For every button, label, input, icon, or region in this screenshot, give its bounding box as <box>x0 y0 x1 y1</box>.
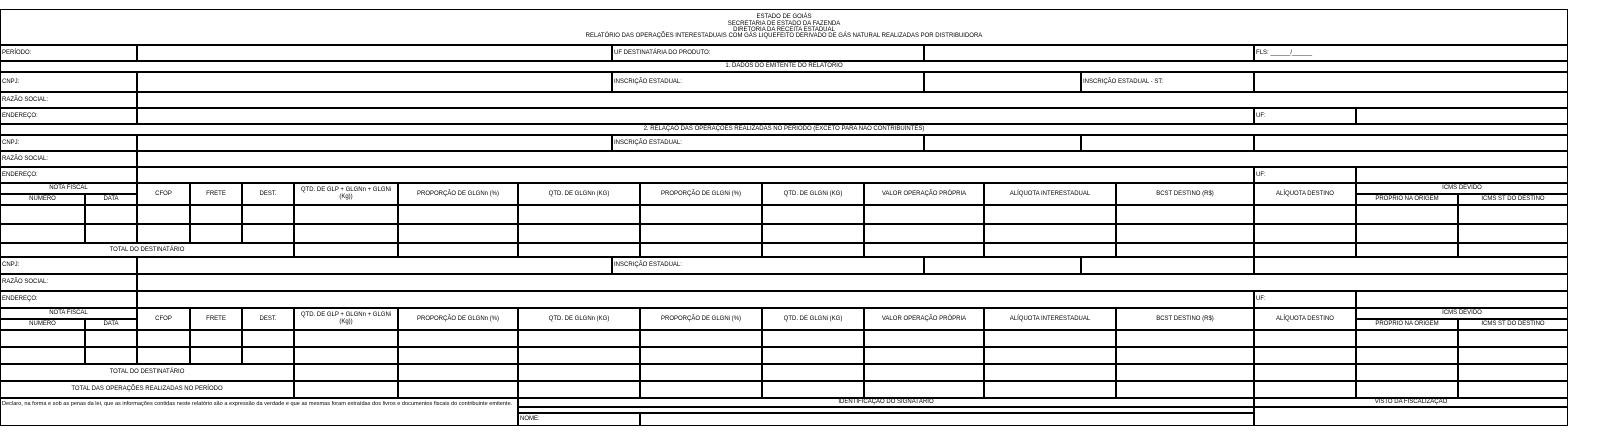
t1-prop-glgni-header: PROPORÇÃO DE GLGNi (%) <box>640 183 762 205</box>
t2-row2-numero-cell[interactable] <box>0 347 85 364</box>
t1-row1-prop-glgni-cell[interactable] <box>640 205 762 224</box>
t2-total-prop-glgnn-cell[interactable] <box>398 364 518 381</box>
t2-total-qtd-glgni-cell[interactable] <box>762 364 864 381</box>
t1-row2-frete-cell[interactable] <box>190 224 242 243</box>
section2-title: 2. RELAÇÃO DAS OPERAÇÕES REALIZADAS NO PERÍODO (EXCETO PARA NÃO CONTRIBUINTES) <box>0 124 1568 135</box>
dest2-cnpj-label: CNPJ: <box>0 257 137 274</box>
t2-row1-aliq-inter-cell[interactable] <box>984 330 1116 347</box>
t1-total-aliq-dest-cell[interactable] <box>1254 243 1356 257</box>
t2-proprio-header: PRÓPRIO NA ORIGEM <box>1356 319 1458 330</box>
t2-row2-qtd-glgnn-cell[interactable] <box>518 347 640 364</box>
t2-row2-cfop-cell[interactable] <box>137 347 190 364</box>
t1-row2-qtd-glgnn-cell[interactable] <box>518 224 640 243</box>
t2-row1-qtd-glgni-cell[interactable] <box>762 330 864 347</box>
total-periodo-aliq-dest-cell[interactable] <box>1254 381 1356 398</box>
t1-total-icms-st-cell[interactable] <box>1458 243 1568 257</box>
t2-nota-fiscal-header: NOTA FISCAL <box>0 308 137 319</box>
t2-total-prop-glgni-cell[interactable] <box>640 364 762 381</box>
t1-dest-header: DEST. <box>242 183 294 205</box>
dest2-endereco-field[interactable] <box>137 291 1254 308</box>
dest2-ie-extra2[interactable] <box>1254 257 1568 274</box>
t1-row1-dest-cell[interactable] <box>242 205 294 224</box>
t2-row2-proprio-cell[interactable] <box>1356 347 1458 364</box>
t2-qtd-total-header: QTD. DE GLP + GLGNn + GLGNi (Kg)) <box>294 308 398 330</box>
total-periodo-qtd-glgni-cell[interactable] <box>762 381 864 398</box>
t1-total-prop-glgni-cell[interactable] <box>640 243 762 257</box>
t2-total-valor-op-cell[interactable] <box>864 364 984 381</box>
t1-row2-valor-op-cell[interactable] <box>864 224 984 243</box>
t2-dest-header: DEST. <box>242 308 294 330</box>
emitente-endereco-field[interactable] <box>137 108 1254 124</box>
t2-total-bcst-cell[interactable] <box>1116 364 1254 381</box>
t2-row2-frete-cell[interactable] <box>190 347 242 364</box>
t2-total-qtd-total-cell[interactable] <box>294 364 398 381</box>
dest1-uf-label: UF: <box>1254 167 1356 183</box>
t1-row2-icms-st-cell[interactable] <box>1458 224 1568 243</box>
t1-nota-fiscal-header: NOTA FISCAL <box>0 183 137 194</box>
signatario-header: IDENTIFICAÇÃO DO SIGNATÁRIO <box>518 398 1254 407</box>
t2-row2-valor-op-cell[interactable] <box>864 347 984 364</box>
t1-total-qtd-total-cell[interactable] <box>294 243 398 257</box>
t2-row1-valor-op-cell[interactable] <box>864 330 984 347</box>
t2-bcst-header: BCST DESTINO (R$) <box>1116 308 1254 330</box>
total-periodo-qtd-total-cell[interactable] <box>294 381 398 398</box>
t1-row1-proprio-cell[interactable] <box>1356 205 1458 224</box>
t1-total-valor-op-cell[interactable] <box>864 243 984 257</box>
declaracao-text: Declaro, na forma e sob as penas da lei, que as informações contidas neste relatório são a expressão da verdade e que as mesmas foram extraídas dos livros e documentos fiscais do contribuinte emitente. <box>0 398 518 426</box>
t1-qtd-total-header: QTD. DE GLP + GLGNn + GLGNi (Kg)) <box>294 183 398 205</box>
t2-numero-header: NÚMERO <box>0 319 85 330</box>
dest1-uf-field[interactable] <box>1356 167 1568 183</box>
t1-row1-aliq-dest-cell[interactable] <box>1254 205 1356 224</box>
dest2-endereco-label: ENDEREÇO: <box>0 291 137 308</box>
dest1-ie-label: INSCRIÇÃO ESTADUAL: <box>612 135 924 151</box>
t1-row1-frete-cell[interactable] <box>190 205 242 224</box>
t1-aliq-dest-header: ALÍQUOTA DESTINO <box>1254 183 1356 205</box>
t2-aliq-dest-header: ALÍQUOTA DESTINO <box>1254 308 1356 330</box>
dest1-cnpj-label: CNPJ: <box>0 135 137 151</box>
t1-row1-aliq-inter-cell[interactable] <box>984 205 1116 224</box>
header-state: ESTADO DE GOIÁS <box>756 14 812 21</box>
t2-prop-glgnn-header: PROPORÇÃO DE GLGNn (%) <box>398 308 518 330</box>
uf-destinataria-field[interactable] <box>924 45 1254 61</box>
t2-row2-aliq-inter-cell[interactable] <box>984 347 1116 364</box>
total-periodo-aliq-inter-cell[interactable] <box>984 381 1116 398</box>
dest2-ie-label: INSCRIÇÃO ESTADUAL: <box>612 257 924 274</box>
t2-total-icms-st-cell[interactable] <box>1458 364 1568 381</box>
t2-row1-prop-glgnn-cell[interactable] <box>398 330 518 347</box>
t1-total-destinatario-label: TOTAL DO DESTINATÁRIO <box>0 243 294 257</box>
t1-bcst-header: BCST DESTINO (R$) <box>1116 183 1254 205</box>
dest2-uf-field[interactable] <box>1356 291 1568 308</box>
total-periodo-label: TOTAL DAS OPERAÇÕES REALIZADAS NO PERÍODO <box>0 381 294 398</box>
t2-icms-devido-header: ICMS DEVIDO <box>1356 308 1568 319</box>
header-secretariat: SECRETARIA DE ESTADO DA FAZENDA <box>727 20 841 27</box>
periodo-field[interactable] <box>137 45 612 61</box>
t2-qtd-glgnn-header: QTD. DE GLGNn (KG) <box>518 308 640 330</box>
emitente-ie-field[interactable] <box>924 72 1081 92</box>
total-periodo-prop-glgni-cell[interactable] <box>640 381 762 398</box>
t1-total-proprio-cell[interactable] <box>1356 243 1458 257</box>
t2-row1-dest-cell[interactable] <box>242 330 294 347</box>
t1-row1-data-cell[interactable] <box>85 205 137 224</box>
fls-field[interactable]: FLS: ______/______ <box>1254 45 1568 61</box>
dest2-ie-field[interactable] <box>924 257 1081 274</box>
dest2-cnpj-field[interactable] <box>137 257 612 274</box>
t2-row2-aliq-dest-cell[interactable] <box>1254 347 1356 364</box>
t1-qtd-glgnn-header: QTD. DE GLGNn (KG) <box>518 183 640 205</box>
emitente-ie-st-field[interactable] <box>1254 72 1568 92</box>
visto-fiscalizacao-field[interactable] <box>1254 407 1568 426</box>
uf-destinataria-label: UF DESTINATÁRIA DO PRODUTO: <box>612 45 924 61</box>
t1-total-aliq-inter-cell[interactable] <box>984 243 1116 257</box>
emitente-cnpj-label: CNPJ: <box>0 72 137 92</box>
t1-row2-data-cell[interactable] <box>85 224 137 243</box>
dest1-ie-field[interactable] <box>924 135 1081 151</box>
periodo-label: PERÍODO: <box>0 45 137 61</box>
t1-icms-st-header: ICMS ST DO DESTINO <box>1458 194 1568 205</box>
t1-row2-proprio-cell[interactable] <box>1356 224 1458 243</box>
total-periodo-prop-glgnn-cell[interactable] <box>398 381 518 398</box>
t2-row2-dest-cell[interactable] <box>242 347 294 364</box>
t1-row1-prop-glgnn-cell[interactable] <box>398 205 518 224</box>
t1-icms-devido-header: ICMS DEVIDO <box>1356 183 1568 194</box>
t2-row1-prop-glgni-cell[interactable] <box>640 330 762 347</box>
dest1-endereco-label: ENDEREÇO: <box>0 167 137 183</box>
total-periodo-valor-op-cell[interactable] <box>864 381 984 398</box>
t1-row1-bcst-cell[interactable] <box>1116 205 1254 224</box>
signatario-nome-field[interactable] <box>640 413 1254 426</box>
t1-total-bcst-cell[interactable] <box>1116 243 1254 257</box>
t2-row1-numero-cell[interactable] <box>0 330 85 347</box>
t1-row2-aliq-inter-cell[interactable] <box>984 224 1116 243</box>
t2-total-aliq-inter-cell[interactable] <box>984 364 1116 381</box>
header-directorate: DIRETORIA DA RECEITA ESTADUAL <box>733 27 835 33</box>
t2-prop-glgni-header: PROPORÇÃO DE GLGNi (%) <box>640 308 762 330</box>
header-report-title: RELATÓRIO DAS OPERAÇÕES INTERESTADUAIS COM GÁS LIQUEFEITO DERIVADO DE GÁS NATURAL REALIZADAS POR DISTRIBUIDORA <box>585 33 983 40</box>
t2-valor-op-header: VALOR OPERAÇÃO PRÓPRIA <box>864 308 984 330</box>
t2-row1-frete-cell[interactable] <box>190 330 242 347</box>
t1-row1-icms-st-cell[interactable] <box>1458 205 1568 224</box>
t1-total-qtd-glgni-cell[interactable] <box>762 243 864 257</box>
total-periodo-proprio-cell[interactable] <box>1356 381 1458 398</box>
dest1-cnpj-field[interactable] <box>137 135 612 151</box>
t1-row1-cfop-cell[interactable] <box>137 205 190 224</box>
emitente-uf-field[interactable] <box>1356 108 1568 124</box>
t2-row1-bcst-cell[interactable] <box>1116 330 1254 347</box>
t2-row1-aliq-dest-cell[interactable] <box>1254 330 1356 347</box>
total-periodo-bcst-cell[interactable] <box>1116 381 1254 398</box>
t1-cfop-header: CFOP <box>137 183 190 205</box>
t2-row1-icms-st-cell[interactable] <box>1458 330 1568 347</box>
t2-total-destinatario-label: TOTAL DO DESTINATÁRIO <box>0 364 294 381</box>
total-periodo-icms-st-cell[interactable] <box>1458 381 1568 398</box>
t2-row2-prop-glgni-cell[interactable] <box>640 347 762 364</box>
t1-valor-op-header: VALOR OPERAÇÃO PRÓPRIA <box>864 183 984 205</box>
dest1-razao-label: RAZÃO SOCIAL: <box>0 151 137 167</box>
t2-qtd-glgni-header: QTD. DE GLGNi (KG) <box>762 308 864 330</box>
t2-row1-data-cell[interactable] <box>85 330 137 347</box>
t1-qtd-glgni-header: QTD. DE GLGNi (KG) <box>762 183 864 205</box>
t1-row2-cfop-cell[interactable] <box>137 224 190 243</box>
t2-row1-qtd-total-cell[interactable] <box>294 330 398 347</box>
t2-cfop-header: CFOP <box>137 308 190 330</box>
t2-total-proprio-cell[interactable] <box>1356 364 1458 381</box>
t1-data-header: DATA <box>85 194 137 205</box>
t2-total-aliq-dest-cell[interactable] <box>1254 364 1356 381</box>
signatario-nome-label: NOME: <box>518 413 640 426</box>
t1-proprio-header: PRÓPRIO NA ORIGEM <box>1356 194 1458 205</box>
t2-row2-qtd-glgni-cell[interactable] <box>762 347 864 364</box>
t2-row2-bcst-cell[interactable] <box>1116 347 1254 364</box>
emitente-razao-label: RAZÃO SOCIAL: <box>0 92 137 108</box>
t2-row1-cfop-cell[interactable] <box>137 330 190 347</box>
emitente-uf-label: UF: <box>1254 108 1356 124</box>
t1-row1-valor-op-cell[interactable] <box>864 205 984 224</box>
dest1-razao-field[interactable] <box>137 151 1568 167</box>
t1-prop-glgnn-header: PROPORÇÃO DE GLGNn (%) <box>398 183 518 205</box>
emitente-endereco-label: ENDEREÇO: <box>0 108 137 124</box>
dest1-ie-extra[interactable] <box>1081 135 1254 151</box>
t2-row1-proprio-cell[interactable] <box>1356 330 1458 347</box>
emitente-cnpj-field[interactable] <box>137 72 612 92</box>
emitente-ie-label: INSCRIÇÃO ESTADUAL: <box>612 72 924 92</box>
visto-fiscalizacao-header: VISTO DA FISCALIZAÇÃO <box>1254 398 1568 407</box>
t1-row1-qtd-total-cell[interactable] <box>294 205 398 224</box>
t2-row1-qtd-glgnn-cell[interactable] <box>518 330 640 347</box>
dest2-ie-extra[interactable] <box>1081 257 1254 274</box>
t1-row2-numero-cell[interactable] <box>0 224 85 243</box>
t1-row2-qtd-total-cell[interactable] <box>294 224 398 243</box>
t1-row1-qtd-glgnn-cell[interactable] <box>518 205 640 224</box>
t2-frete-header: FRETE <box>190 308 242 330</box>
dest2-razao-field[interactable] <box>137 274 1568 291</box>
form-header <box>0 9 1568 45</box>
dest1-ie-extra2[interactable] <box>1254 135 1568 151</box>
emitente-ie-st-label: INSCRIÇÃO ESTADUAL - ST: <box>1081 72 1254 92</box>
t1-row1-numero-cell[interactable] <box>0 205 85 224</box>
t1-row2-dest-cell[interactable] <box>242 224 294 243</box>
emitente-razao-field[interactable] <box>137 92 1568 108</box>
t1-row2-bcst-cell[interactable] <box>1116 224 1254 243</box>
t2-data-header: DATA <box>85 319 137 330</box>
total-periodo-qtd-glgnn-cell[interactable] <box>518 381 640 398</box>
t1-row2-aliq-dest-cell[interactable] <box>1254 224 1356 243</box>
t1-row2-prop-glgnn-cell[interactable] <box>398 224 518 243</box>
section1-title: 1. DADOS DO EMITENTE DO RELATÓRIO <box>0 61 1568 72</box>
t2-row2-qtd-total-cell[interactable] <box>294 347 398 364</box>
dest2-uf-label: UF: <box>1254 291 1356 308</box>
t1-row2-qtd-glgni-cell[interactable] <box>762 224 864 243</box>
t2-row2-prop-glgnn-cell[interactable] <box>398 347 518 364</box>
t1-frete-header: FRETE <box>190 183 242 205</box>
t1-numero-header: NÚMERO <box>0 194 85 205</box>
t1-aliq-inter-header: ALÍQUOTA INTERESTADUAL <box>984 183 1116 205</box>
t2-icms-st-header: ICMS ST DO DESTINO <box>1458 319 1568 330</box>
t1-total-qtd-glgnn-cell[interactable] <box>518 243 640 257</box>
t2-row2-icms-st-cell[interactable] <box>1458 347 1568 364</box>
t1-row1-qtd-glgni-cell[interactable] <box>762 205 864 224</box>
t2-total-qtd-glgnn-cell[interactable] <box>518 364 640 381</box>
t1-total-prop-glgnn-cell[interactable] <box>398 243 518 257</box>
dest1-endereco-field[interactable] <box>137 167 1254 183</box>
dest2-razao-label: RAZÃO SOCIAL: <box>0 274 137 291</box>
t2-row2-data-cell[interactable] <box>85 347 137 364</box>
t2-aliq-inter-header: ALÍQUOTA INTERESTADUAL <box>984 308 1116 330</box>
t1-row2-prop-glgni-cell[interactable] <box>640 224 762 243</box>
